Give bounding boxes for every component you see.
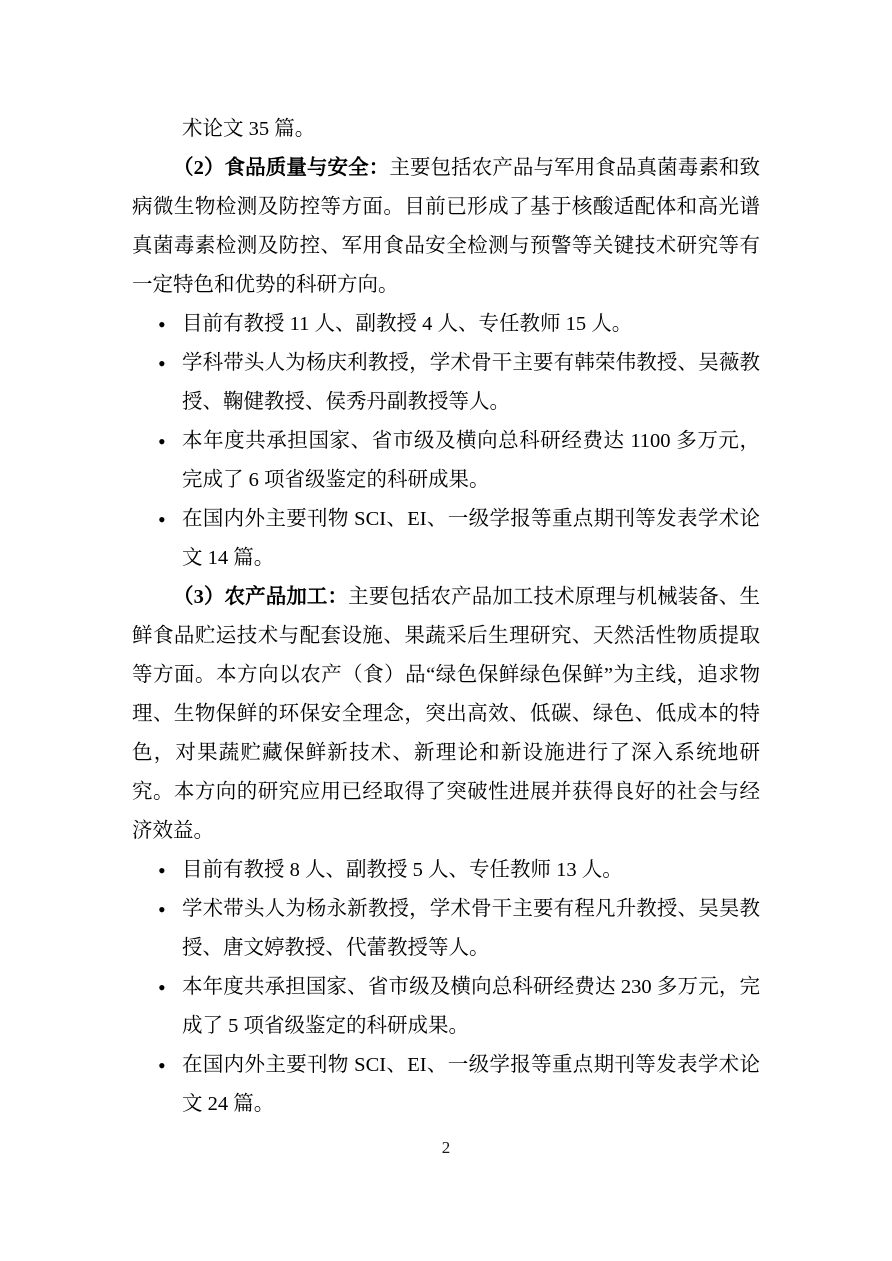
list-item-text: 目前有教授 11 人、副教授 4 人、专任教师 15 人。 <box>182 313 633 335</box>
list-item-text: 在国内外主要刊物 SCI、EI、一级学报等重点期刊等发表学术论文 24 篇。 <box>182 1054 760 1115</box>
bullet-icon: • <box>158 975 166 1000</box>
list-item-text: 在国内外主要刊物 SCI、EI、一级学报等重点期刊等发表学术论文 14 篇。 <box>182 508 760 569</box>
bullet-icon: • <box>158 1053 166 1078</box>
list-item-text: 学科带头人为杨庆利教授，学术骨干主要有韩荣伟教授、吴薇教授、鞠健教授、侯秀丹副教授等人。 <box>182 352 760 413</box>
list-item-text: 本年度共承担国家、省市级及横向总科研经费达 1100 多万元，完成了 6 项省级鉴定的科研成果。 <box>182 430 760 491</box>
list-item <box>132 344 760 422</box>
page-content <box>132 110 760 1124</box>
paragraph-section2 <box>132 149 760 305</box>
paragraph-continuation-fragment: 术论文 35 篇。 <box>182 118 316 140</box>
section3-heading: （3）农产品加工： <box>173 586 349 608</box>
bullet-list-section3 <box>132 851 760 1124</box>
list-item <box>132 1046 760 1124</box>
section3-body: 主要包括农产品加工技术原理与机械装备、生鲜食品贮运技术与配套设施、果蔬采后生理研究、天然活性物质提取等方面。本方向以农产（食）品“绿色保鲜绿色保鲜”为主线，追求物理、生物保鲜的环保安全理念，突出高效、低碳、绿色、低成本的特色，对果蔬贮藏保鲜新技术、新理论和新设施进行了深入系统地研究。本方向的研究应用已经取得了突破性进展并获得良好的社会与经济效益。 <box>132 586 761 842</box>
list-item <box>132 500 760 578</box>
paragraph-section3 <box>132 578 760 851</box>
bullet-icon: • <box>158 429 166 454</box>
list-item <box>132 890 760 968</box>
list-item <box>132 968 760 1046</box>
page-number: 2 <box>441 1138 451 1157</box>
bullet-icon: • <box>158 897 166 922</box>
list-item-text: 本年度共承担国家、省市级及横向总科研经费达 230 多万元，完成了 5 项省级鉴定的科研成果。 <box>182 976 760 1037</box>
list-item-text: 目前有教授 8 人、副教授 5 人、专任教师 13 人。 <box>182 859 623 881</box>
list-item-text: 学术带头人为杨永新教授，学术骨干主要有程凡升教授、吴昊教授、唐文婷教授、代蕾教授等人。 <box>182 898 760 959</box>
bullet-icon: • <box>158 858 166 883</box>
bullet-list-section2 <box>132 305 760 578</box>
section2-heading: （2）食品质量与安全： <box>173 157 390 179</box>
list-item <box>132 305 760 344</box>
bullet-icon: • <box>158 312 166 337</box>
list-item <box>132 851 760 890</box>
list-item <box>132 422 760 500</box>
bullet-icon: • <box>158 507 166 532</box>
section2-body: 主要包括农产品与军用食品真菌毒素和致病微生物检测及防控等方面。目前已形成了基于核酸适配体和高光谱真菌毒素检测及防控、军用食品安全检测与预警等关键技术研究等有一定特色和优势的科研方向。 <box>132 157 761 296</box>
bullet-icon: • <box>158 351 166 376</box>
